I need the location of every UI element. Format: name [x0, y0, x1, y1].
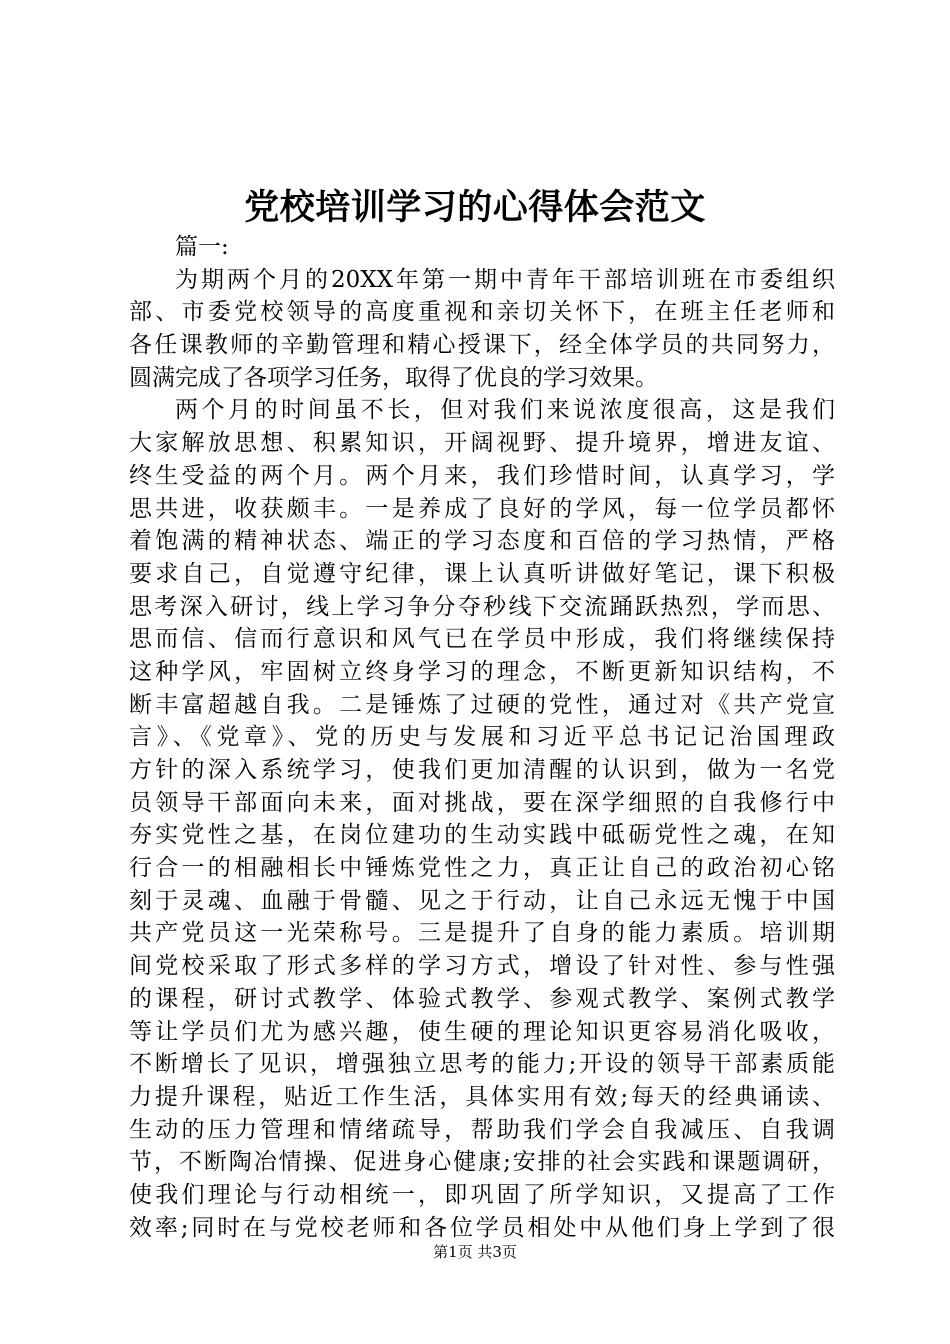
paragraph-line: 方针的深入系统学习，使我们更加清醒的认识到，做为一名党 — [129, 757, 835, 783]
paragraph-line: 效率;同时在与党校老师和各位学员相处中从他们身上学到了很 — [129, 1214, 835, 1241]
paragraph-line: 两个月的时间虽不长，但对我们来说浓度很高，这是我们 — [175, 397, 835, 424]
paragraph-line: 行合一的相融相长中锤炼党性之力，真正让自己的政治初心铭 — [129, 855, 835, 882]
paragraph-line: 各任课教师的辛勤管理和精心授课下，经全体学员的共同努力， — [129, 332, 835, 359]
paragraph-line: 要求自己，自觉遵守纪律，课上认真听讲做好笔记，课下积极 — [129, 560, 835, 587]
paragraph-line: 为期两个月的20XX年第一期中青年干部培训班在市委组织 — [175, 266, 835, 293]
page-number-footer: 第1页 共3页 — [433, 1243, 517, 1261]
paragraph-line: 夯实党性之基，在岗位建功的生动实践中砥砺党性之魂，在知 — [129, 822, 835, 849]
paragraph-line: 不断增长了见识，增强独立思考的能力;开设的领导干部素质能 — [129, 1051, 835, 1078]
paragraph-line: 使我们理论与行动相统一，即巩固了所学知识，又提高了工作 — [129, 1181, 835, 1208]
paragraph-line: 思共进，收获颇丰。一是养成了良好的学风，每一位学员都怀 — [129, 495, 835, 522]
paragraph-line: 员领导干部面向未来，面对挑战，要在深学细照的自我修行中 — [129, 789, 835, 816]
paragraph-line: 这种学风，牢固树立终身学习的理念，不断更新知识结构，不 — [129, 658, 835, 685]
paragraph-line: 生动的压力管理和情绪疏导，帮助我们学会自我减压、自我调 — [129, 1116, 835, 1143]
paragraph-line: 终生受益的两个月。两个月来，我们珍惜时间，认真学习，学 — [129, 462, 835, 489]
paragraph-line: 等让学员们尤为感兴趣，使生硬的理论知识更容易消化吸收， — [129, 1018, 835, 1045]
paragraph-line: 圆满完成了各项学习任务，取得了优良的学习效果。 — [129, 364, 658, 391]
paragraph-line: 刻于灵魂、血融于骨髓、见之于行动，让自己永远无愧于中国 — [129, 887, 835, 914]
paragraph-line: 言》、《党章》、党的历史与发展和习近平总书记记治国理政 — [129, 724, 835, 751]
document-title: 党校培训学习的心得体会范文 — [244, 187, 706, 228]
paragraph-line: 力提升课程，贴近工作生活，具体实用有效;每天的经典诵读、 — [129, 1083, 835, 1110]
paragraph-line: 间党校采取了形式多样的学习方式，增设了针对性、参与性强 — [129, 953, 835, 980]
paragraph-line: 大家解放思想、积累知识，开阔视野、提升境界，增进友谊、 — [129, 430, 835, 457]
paragraph-line: 思而信、信而行意识和风气已在学员中形成，我们将继续保持 — [129, 626, 835, 653]
paragraph-line: 的课程，研讨式教学、体验式教学、参观式教学、案例式教学 — [129, 985, 835, 1012]
paragraph-line: 共产党员这一光荣称号。三是提升了自身的能力素质。培训期 — [129, 920, 835, 947]
paragraph-line: 节，不断陶冶情操、促进身心健康;安排的社会实践和课题调研， — [129, 1149, 835, 1176]
paragraph-line: 部、市委党校领导的高度重视和亲切关怀下，在班主任老师和 — [129, 299, 835, 326]
paragraph-line: 断丰富超越自我。二是锤炼了过硬的党性，通过对《共产党宣 — [129, 691, 835, 718]
section-heading: 篇一: — [175, 234, 229, 260]
document-body — [129, 231, 835, 1244]
paragraph-line: 着饱满的精神状态、端正的学习态度和百倍的学习热情，严格 — [129, 528, 835, 555]
paragraph-line: 思考深入研讨，线上学习争分夺秒线下交流踊跃热烈，学而思、 — [129, 593, 835, 620]
